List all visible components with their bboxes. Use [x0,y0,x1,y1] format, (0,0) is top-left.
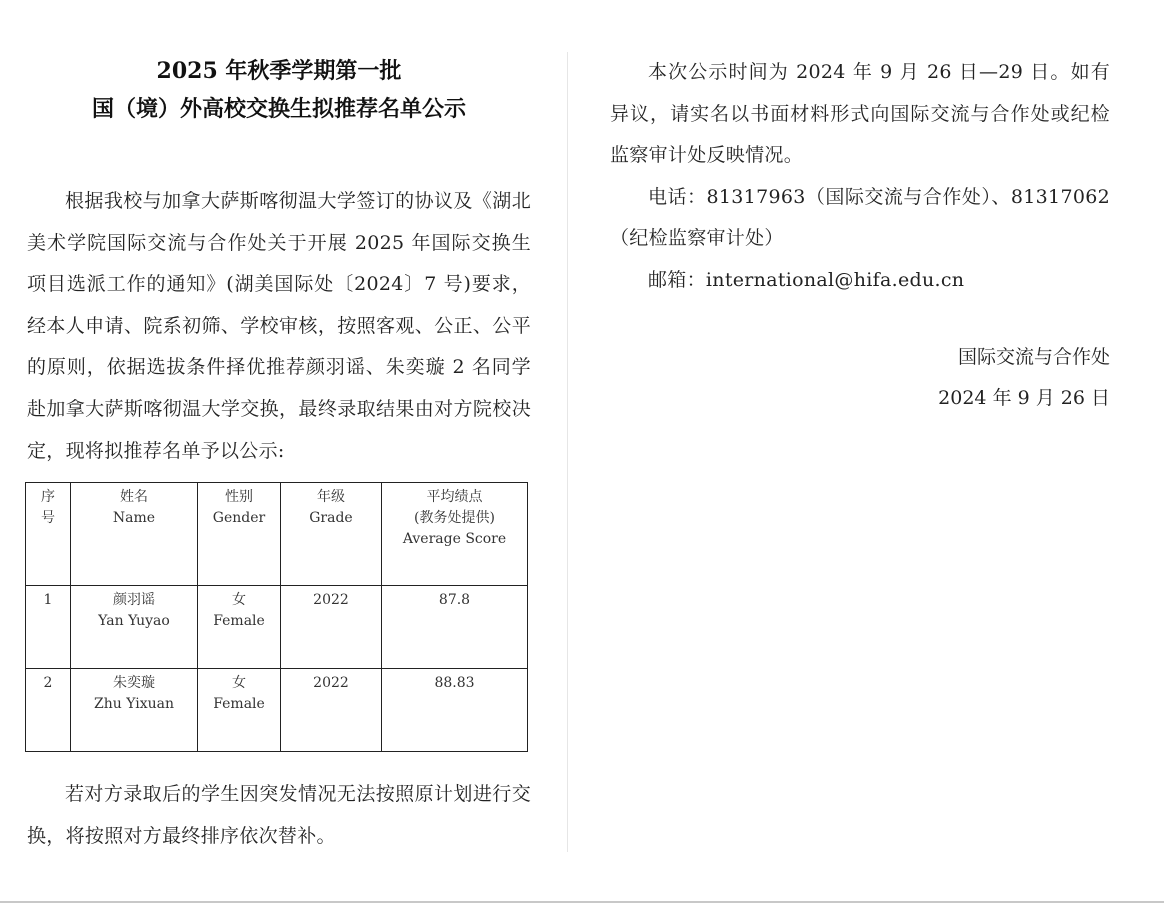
table-header-row [26,483,528,586]
gender-cn: 女 [232,675,246,692]
header-score-source: (教务处提供) [414,510,495,527]
table-row [26,586,528,669]
gender-cn: 女 [232,592,246,609]
header-score-en: Average Score [402,531,507,548]
header-grade-en: Grade [309,510,353,527]
header-cell-grade [281,483,382,586]
name-en: Yan Yuyao [98,613,170,630]
header-gender-cn: 性别 [225,489,253,506]
table-row [26,669,528,752]
cell-no: 2 [26,669,71,752]
header-name-cn: 姓名 [120,489,148,506]
title-line-2: 国（境）外高校交换生拟推荐名单公示 [91,96,466,122]
header-cell-score [382,483,528,586]
page-title [27,52,531,128]
publicity-period-paragraph: 本次公示时间为 2024 年 9 月 26 日—29 日。如有异议，请实名以书面材料形式向国际交流与合作处或纪检监察审计处反映情况。 [610,61,1110,167]
cell-no: 1 [26,586,71,669]
name-en: Zhu Yixuan [94,696,174,713]
gender-en: Female [213,696,265,713]
cell-gender [198,586,281,669]
title-line-1: 2025 年秋季学期第一批 [156,58,402,84]
header-name-en: Name [112,510,156,527]
signature-org: 国际交流与合作处 [957,345,1110,368]
header-no: 序号 [41,489,55,527]
header-grade-cn: 年级 [317,489,345,506]
gender-en: Female [213,613,265,630]
substitution-note: 若对方录取后的学生因突发情况无法按照原计划进行交换，将按照对方最终排序依次替补。 [27,783,531,847]
cell-grade: 2022 [281,669,382,752]
header-score-cn: 平均绩点 [426,489,483,506]
cell-name [71,586,198,669]
header-cell-no [26,483,71,586]
name-cn: 朱奕璇 [113,675,155,692]
header-cell-gender [198,483,281,586]
right-column [610,52,1110,420]
header-cell-name [71,483,198,586]
name-cn: 颜羽谣 [113,592,155,609]
intro-paragraph: 根据我校与加拿大萨斯喀彻温大学签订的协议及《湖北美术学院国际交流与合作处关于开展 2025 年国际交换生项目选派工作的通知》(湖美国际处〔2024〕7 号)要求，经本人申请、院系初筛、学校审核，按照客观、公正、公平的原则，依据选拔条件择优推荐颜羽谣、朱奕璇 2 名同学赴加拿大萨斯喀彻温大学交换，最终录取结果由对方院校决定，现将拟推荐名单予以公示: [27,190,531,462]
recommendation-table [25,482,528,752]
cell-grade: 2022 [281,586,382,669]
header-gender-en: Gender [212,510,266,527]
email-paragraph: 邮箱：international@hifa.edu.cn [648,268,965,291]
left-column [27,52,531,857]
signature-date: 2024 年 9 月 26 日 [938,387,1110,410]
column-divider [567,52,568,852]
cell-score: 88.83 [382,669,528,752]
phone-paragraph: 电话：81317963（国际交流与合作处）、81317062（纪检监察审计处） [610,185,1110,250]
cell-score: 87.8 [382,586,528,669]
cell-name [71,669,198,752]
cell-gender [198,669,281,752]
